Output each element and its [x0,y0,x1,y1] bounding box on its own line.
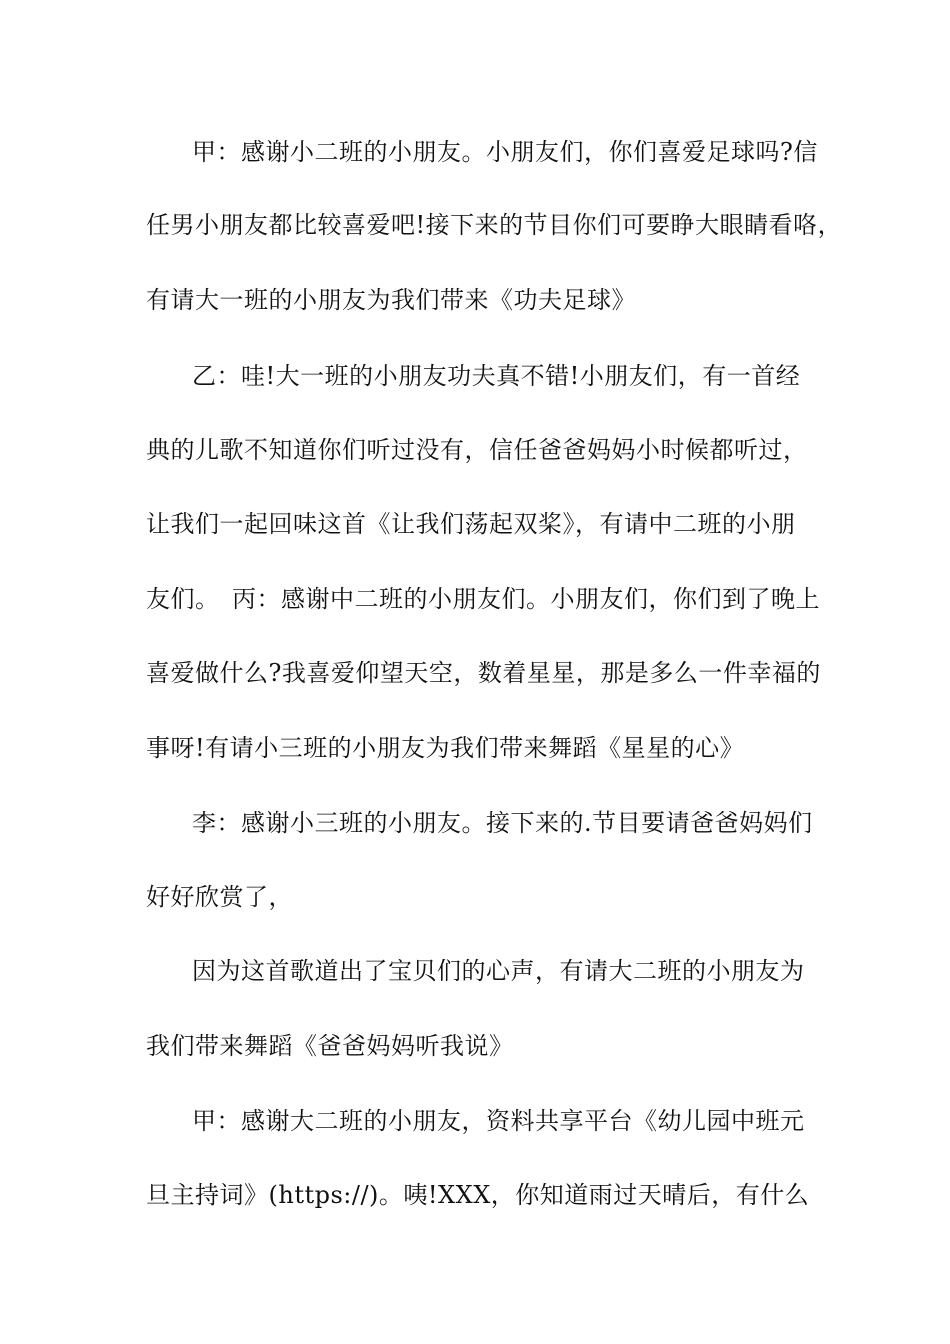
text-line: 让我们一起回味这首《让我们荡起双桨》，有请中二班的小朋 [146,510,796,538]
text-line: 甲：感谢大二班的小朋友，资料共享平台《幼儿园中班元 [192,1107,805,1135]
text-line: 我们带来舞蹈《爸爸妈妈听我说》 [146,1032,514,1060]
text-line: 乙：哇!大一班的小朋友功夫真不错!小朋友们，有一首经 [192,362,801,390]
text-line: 李：感谢小三班的小朋友。接下来的.节目要请爸爸妈妈们 [192,809,813,837]
text-line: 有请大一班的小朋友为我们带来《功夫足球》 [146,286,636,314]
text-line: 典的儿歌不知道你们听过没有，信任爸爸妈妈小时候都听过， [146,436,808,464]
text-line: 因为这首歌道出了宝贝们的心声，有请大二班的小朋友为 [192,957,805,985]
text-line: 甲：感谢小二班的小朋友。小朋友们，你们喜爱足球吗?信 [192,138,818,166]
text-line: 友们。 丙：感谢中二班的小朋友们。小朋友们，你们到了晚上 [146,585,820,613]
text-line: 任男小朋友都比较喜爱吧!接下来的节目你们可要睁大眼睛看咯， [146,211,843,239]
text-line: 好好欣赏了， [146,883,293,911]
text-line: 事呀!有请小三班的小朋友为我们带来舞蹈《星星的心》 [146,734,745,762]
text-line: 喜爱做什么?我喜爱仰望天空，数着星星，那是多么一件幸福的 [146,659,821,687]
text-line: 旦主持词》(https://)。咦!XXX，你知道雨过天晴后，有什么 [146,1181,810,1209]
